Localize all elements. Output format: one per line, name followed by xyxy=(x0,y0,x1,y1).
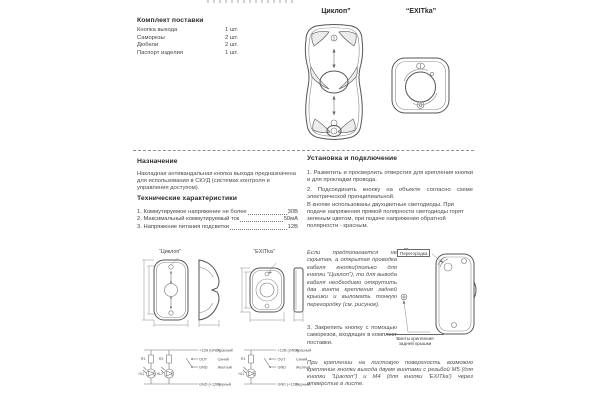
delivery-item-name: Саморезы xyxy=(137,34,165,41)
delivery-item-name: Дюбели xyxy=(137,42,159,48)
delivery-set-section xyxy=(137,17,302,57)
install-title: Установка и подключение xyxy=(307,155,398,162)
exitka-dimension-drawing xyxy=(238,262,310,342)
wire-color: Синий xyxy=(296,357,308,362)
spec-value: 50мА xyxy=(283,216,298,223)
wire-color: Черный xyxy=(296,382,310,387)
delivery-item xyxy=(137,27,302,35)
component-label: R2 xyxy=(159,357,164,361)
callout-back-screws-line1: Винты крепления xyxy=(396,336,434,341)
delivery-item xyxy=(137,42,302,50)
wire-color: Красный xyxy=(296,348,312,353)
component-label: R1 xyxy=(241,357,246,361)
delivery-set-title: Комплект поставки xyxy=(137,17,204,24)
wire-signal: OUT xyxy=(277,357,286,362)
wire-color: Желтый xyxy=(296,365,311,370)
spec-label: 3. Напряжение питания подсветки xyxy=(137,223,230,230)
wire-signal: +12В (GND) xyxy=(277,348,299,353)
install-step1: 1. Разметить и просверлить отверстия для крепления кнопки и для прокладки провода. xyxy=(307,170,473,184)
callout-back-screws xyxy=(386,334,444,346)
delivery-item-name: Кнопка выхода xyxy=(137,27,178,33)
component-label: HL1 xyxy=(138,372,145,376)
delivery-item-qty: 2 шт. xyxy=(225,34,239,41)
wire-signal: GND xyxy=(199,365,208,370)
spec-label: 1. Коммутируемое напряжение не более xyxy=(137,209,247,215)
purpose-text: Накладная антивандальная кнопка выхода предназначена для использования в СКУД (системах контроля и управления доступом). xyxy=(137,171,296,192)
spec-row xyxy=(137,216,298,223)
purpose-title: Назначение xyxy=(137,158,178,165)
dashed-separator xyxy=(133,150,474,151)
install-step2-note: В кнопке использованы двухцветные светодиоды. При подаче напряжения прямой полярности светодиоды горят зеленым цветом, при подаче напряжения обратной полярности - красным. xyxy=(307,202,464,230)
install-sheet-mount-note: При креплении на листовую поверхность возможно крепление кнопки выхода двумя винтами с резьбой М5 (для кнопки "Циклоп") и М4 (для кнопки 'EXITka') через отверстие в листе. xyxy=(307,360,473,388)
delivery-item-qty: 2 шт. xyxy=(225,42,239,48)
spec-value: 30В xyxy=(287,209,298,215)
cyclop-button-drawing xyxy=(301,23,367,143)
cut-off-header-fragment xyxy=(207,0,293,3)
install-step2: 2. Подсоединить кнопку на объекте согласно схеме электрической принципиальной. xyxy=(307,187,473,201)
install-step3: 3. Закрепить кнопку с помощью саморезов, входящих в комплект поставки. xyxy=(307,325,397,346)
wire-signal: +12В (GND) xyxy=(199,348,220,353)
dotted-leader xyxy=(240,221,282,222)
delivery-item xyxy=(137,35,302,43)
install-open-wiring-note: Если предполагается не скрытая, а открытая проводка кабеля кнопки(только для кнопки "Циклоп"), то для вывода кабеля необходимо открутить два винта крепления задней крышки и выломать тонкую перегородку (см. рисунок). xyxy=(307,250,397,308)
dotted-leader xyxy=(248,214,287,215)
component-label: HL1 xyxy=(238,372,245,376)
delivery-item xyxy=(137,50,302,58)
component-label: R1 xyxy=(141,357,146,361)
wire-color: Красный xyxy=(217,348,233,353)
product-label-exitka: “EXITka” xyxy=(405,8,437,15)
wire-signal: GND xyxy=(277,365,286,370)
wire-signal: GND (+12В) xyxy=(277,382,299,387)
dotted-leader xyxy=(230,229,287,230)
tech-drawing-label-exitka: “EXITka” xyxy=(253,249,275,255)
delivery-item-name: Паспорт изделия xyxy=(137,49,183,56)
component-label: HL2 xyxy=(157,372,163,376)
wire-signal: GND (+12В) xyxy=(199,382,220,387)
specs-title: Технические характеристики xyxy=(137,195,238,202)
exitka-wiring-schematic xyxy=(238,344,312,390)
cyclop-dimension-drawing xyxy=(138,258,232,342)
spec-row xyxy=(137,224,298,231)
callout-partition: Перегородка xyxy=(397,249,430,257)
delivery-item-qty: 1 шт. xyxy=(225,27,239,33)
specs-list xyxy=(137,209,298,231)
wire-color: Синий xyxy=(217,357,229,362)
callout-back-screws-line2: задней крышки xyxy=(398,341,432,347)
back-cover-drawing xyxy=(396,246,478,346)
spec-value: 12В xyxy=(287,223,298,230)
wire-color: Черный xyxy=(217,382,232,387)
delivery-item-qty: 1 шт. xyxy=(225,49,239,56)
tech-drawing-label-cyclop: “Циклоп” xyxy=(158,249,182,255)
spec-label: 2. Максимальный коммутируемый ток xyxy=(137,216,240,223)
wire-color: Желтый xyxy=(217,365,232,370)
wire-signal: OUT xyxy=(199,357,208,362)
exitka-button-drawing xyxy=(390,56,452,115)
product-label-cyclop: Циклоп” xyxy=(321,8,351,15)
cyclop-wiring-schematic xyxy=(138,344,234,390)
